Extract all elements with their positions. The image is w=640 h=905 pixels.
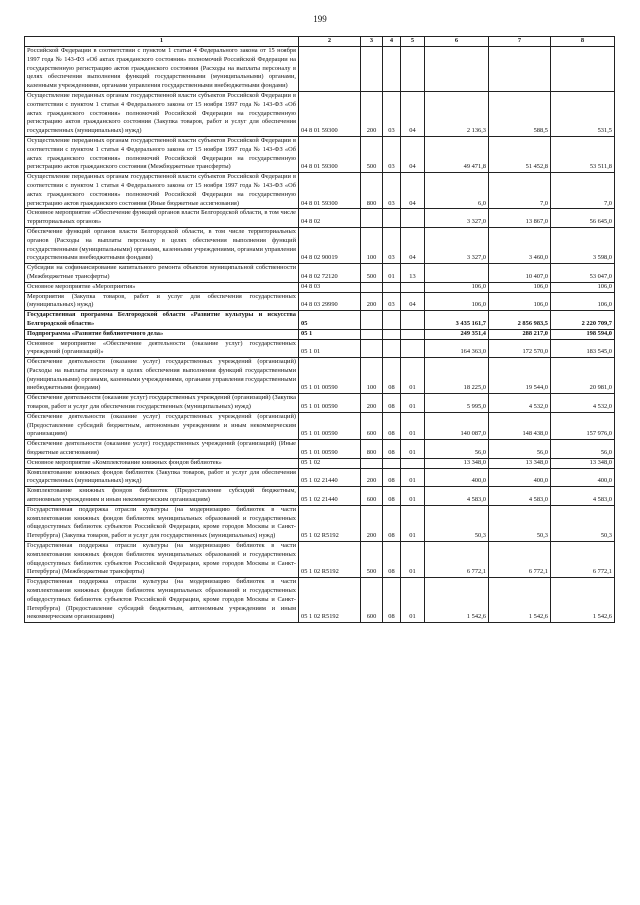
budget-code: 04 8 02 90019 [299, 227, 361, 263]
table-row [25, 394, 615, 413]
amount-year-3: 4 532,0 [551, 394, 615, 413]
budget-code: 04 8 03 [299, 282, 361, 292]
section-code: 03 [383, 173, 401, 209]
row-description: Обеспечение функций органов власти Белгородской области, в том числе территориальных органов (Расходы на выплаты персоналу в целях обеспечения выполнения функций государственными (муниципальными) органами, казенными учреждениями, органами управления государственными внебюджетными фондами) [25, 227, 299, 263]
amount-year-1: 140 087,0 [425, 412, 489, 439]
amount-year-1: 3 327,0 [425, 227, 489, 263]
amount-year-2: 56,0 [489, 440, 551, 459]
amount-year-2: 10 407,0 [489, 264, 551, 283]
table-row [25, 505, 615, 541]
column-header: 3 [361, 37, 383, 47]
row-description: Осуществление переданных органам государственной власти субъектов Российской Федерации в соответствии с пунктом 1 статьи 4 Федерального закона от 15 ноября 1997 года № 143-ФЗ «Об актах гражданского состояния» полномочий Российской Федерации на государственную регистрацию актов гражданского состояния (Закупка товаров, работ и услуг для обеспечения государственных (муниципальных) нужд) [25, 91, 299, 136]
amount-year-3: 20 981,0 [551, 358, 615, 394]
amount-year-2: 400,0 [489, 468, 551, 487]
budget-code: 04 8 03 29990 [299, 292, 361, 311]
amount-year-3: 1 542,6 [551, 578, 615, 623]
row-description: Комплектование книжных фондов библиотек (Предоставление субсидий бюджетным, автономным учреждениям и иным некоммерческим организациям) [25, 487, 299, 506]
expense-type-code: 600 [361, 412, 383, 439]
section-code: 08 [383, 578, 401, 623]
amount-year-2: 13 867,0 [489, 209, 551, 228]
subsection-code: 04 [401, 91, 425, 136]
section-code [383, 458, 401, 468]
amount-year-3: 3 598,0 [551, 227, 615, 263]
section-code [383, 311, 401, 330]
subsection-code: 01 [401, 468, 425, 487]
budget-table [24, 36, 615, 623]
row-description: Обеспечение деятельности (оказание услуг) государственных учреждений (организаций) (Предоставление субсидий бюджетным, автономным учреждениям и иным некоммерческим организациям) [25, 412, 299, 439]
row-description: Государственная поддержка отрасли культуры (на модернизацию библиотек в части комплектования книжных фондов библиотек муниципальных образований и государственных общедоступных библиотек субъектов Российской Федерации, кроме городов Москвы и Санкт-Петербурга) (Предоставление субсидий бюджетным, автономным учреждениям и иным некоммерческим организациям) [25, 578, 299, 623]
amount-year-3: 53 047,0 [551, 264, 615, 283]
amount-year-2: 51 452,8 [489, 136, 551, 172]
amount-year-2 [489, 47, 551, 92]
budget-code: 05 1 02 21440 [299, 487, 361, 506]
column-header: 2 [299, 37, 361, 47]
row-description: Обеспечение деятельности (оказание услуг) государственных учреждений (организаций) (Закупка товаров, работ и услуг для обеспечения государственных (муниципальных) нужд) [25, 394, 299, 413]
amount-year-3: 106,0 [551, 282, 615, 292]
budget-code: 05 1 01 00590 [299, 358, 361, 394]
amount-year-3: 531,5 [551, 91, 615, 136]
amount-year-3: 56,0 [551, 440, 615, 459]
section-code: 08 [383, 412, 401, 439]
budget-code: 04 8 02 72120 [299, 264, 361, 283]
amount-year-2: 288 217,0 [489, 329, 551, 339]
expense-type-code [361, 282, 383, 292]
table-row [25, 209, 615, 228]
budget-code: 05 1 02 R5192 [299, 578, 361, 623]
amount-year-1: 6 772,1 [425, 542, 489, 578]
expense-type-code: 600 [361, 487, 383, 506]
amount-year-2: 50,3 [489, 505, 551, 541]
amount-year-1: 56,0 [425, 440, 489, 459]
column-header: 6 [425, 37, 489, 47]
amount-year-1: 106,0 [425, 292, 489, 311]
section-code: 03 [383, 292, 401, 311]
amount-year-1: 2 136,3 [425, 91, 489, 136]
amount-year-3: 106,0 [551, 292, 615, 311]
table-row [25, 440, 615, 459]
expense-type-code: 200 [361, 468, 383, 487]
expense-type-code: 500 [361, 264, 383, 283]
amount-year-2: 172 570,0 [489, 339, 551, 358]
amount-year-1 [425, 264, 489, 283]
table-row [25, 578, 615, 623]
budget-code: 04 8 01 59300 [299, 173, 361, 209]
subsection-code [401, 339, 425, 358]
expense-type-code: 200 [361, 292, 383, 311]
amount-year-1: 106,0 [425, 282, 489, 292]
amount-year-2: 19 544,0 [489, 358, 551, 394]
amount-year-1: 50,3 [425, 505, 489, 541]
subsection-code: 01 [401, 505, 425, 541]
amount-year-1: 49 471,8 [425, 136, 489, 172]
table-row [25, 468, 615, 487]
row-description: Основное мероприятие «Мероприятия» [25, 282, 299, 292]
table-row [25, 264, 615, 283]
row-description: Субсидии на софинансирование капитального ремонта объектов муниципальной собственности (Межбюджетные трансферты) [25, 264, 299, 283]
row-description: Осуществление переданных органам государственной власти субъектов Российской Федерации в соответствии с пунктом 1 статьи 4 Федерального закона от 15 ноября 1997 года № 143-ФЗ «Об актах гражданского состояния» полномочий Российской Федерации на государственную регистрацию актов гражданского состояния (Иные бюджетные ассигнования) [25, 173, 299, 209]
expense-type-code: 600 [361, 578, 383, 623]
subsection-code [401, 329, 425, 339]
section-code: 08 [383, 505, 401, 541]
section-code: 08 [383, 440, 401, 459]
row-description: Подпрограмма «Развитие библиотечного дела» [25, 329, 299, 339]
budget-code: 05 1 01 00590 [299, 394, 361, 413]
amount-year-3: 198 594,0 [551, 329, 615, 339]
table-row [25, 282, 615, 292]
budget-code: 05 1 02 R5192 [299, 542, 361, 578]
amount-year-3: 13 348,0 [551, 458, 615, 468]
amount-year-2: 106,0 [489, 292, 551, 311]
amount-year-1: 400,0 [425, 468, 489, 487]
amount-year-1: 13 348,0 [425, 458, 489, 468]
expense-type-code: 200 [361, 91, 383, 136]
expense-type-code [361, 209, 383, 228]
amount-year-3: 50,3 [551, 505, 615, 541]
amount-year-1: 4 583,0 [425, 487, 489, 506]
section-code: 08 [383, 542, 401, 578]
expense-type-code: 800 [361, 173, 383, 209]
amount-year-3 [551, 47, 615, 92]
section-code: 03 [383, 136, 401, 172]
expense-type-code: 500 [361, 542, 383, 578]
amount-year-2: 4 532,0 [489, 394, 551, 413]
budget-code: 05 [299, 311, 361, 330]
expense-type-code: 800 [361, 440, 383, 459]
row-description: Основное мероприятие «Обеспечение деятельности (оказание услуг) государственных учреждений (организаций)» [25, 339, 299, 358]
column-header: 1 [25, 37, 299, 47]
expense-type-code: 500 [361, 136, 383, 172]
table-row [25, 542, 615, 578]
row-description: Основное мероприятие «Комплектование книжных фондов библиотек» [25, 458, 299, 468]
expense-type-code: 100 [361, 358, 383, 394]
subsection-code [401, 458, 425, 468]
amount-year-3: 157 976,0 [551, 412, 615, 439]
subsection-code: 04 [401, 292, 425, 311]
section-code: 08 [383, 358, 401, 394]
table-row [25, 136, 615, 172]
expense-type-code: 200 [361, 505, 383, 541]
column-header: 8 [551, 37, 615, 47]
amount-year-1: 164 363,0 [425, 339, 489, 358]
column-header: 7 [489, 37, 551, 47]
amount-year-3: 53 511,8 [551, 136, 615, 172]
section-code [383, 282, 401, 292]
column-header: 5 [401, 37, 425, 47]
amount-year-2: 6 772,1 [489, 542, 551, 578]
table-row [25, 91, 615, 136]
table-row [25, 292, 615, 311]
section-code [383, 209, 401, 228]
amount-year-1: 3 435 161,7 [425, 311, 489, 330]
column-number-row [25, 37, 615, 47]
row-description: Мероприятия (Закупка товаров, работ и услуг для обеспечения государственных (муниципальных) нужд) [25, 292, 299, 311]
expense-type-code [361, 339, 383, 358]
section-code: 01 [383, 264, 401, 283]
amount-year-2: 148 438,0 [489, 412, 551, 439]
subsection-code: 01 [401, 358, 425, 394]
amount-year-3: 7,0 [551, 173, 615, 209]
section-code: 03 [383, 227, 401, 263]
table-row [25, 227, 615, 263]
row-description: Основное мероприятие «Обеспечение функций органов власти Белгородской области, в том числе территориальных органов» [25, 209, 299, 228]
subsection-code: 04 [401, 227, 425, 263]
table-row [25, 339, 615, 358]
amount-year-3: 183 545,0 [551, 339, 615, 358]
amount-year-3: 56 645,0 [551, 209, 615, 228]
amount-year-2: 4 583,0 [489, 487, 551, 506]
amount-year-1 [425, 47, 489, 92]
section-code [383, 339, 401, 358]
subsection-code [401, 209, 425, 228]
budget-code: 04 8 01 59300 [299, 136, 361, 172]
table-row [25, 311, 615, 330]
table-row [25, 358, 615, 394]
column-header: 4 [383, 37, 401, 47]
budget-code: 04 8 02 [299, 209, 361, 228]
expense-type-code [361, 329, 383, 339]
amount-year-3: 6 772,1 [551, 542, 615, 578]
table-body [25, 47, 615, 623]
table-row [25, 329, 615, 339]
subsection-code: 01 [401, 487, 425, 506]
row-description: Комплектование книжных фондов библиотек (Закупка товаров, работ и услуг для обеспечения государственных (муниципальных) нужд) [25, 468, 299, 487]
amount-year-2: 13 348,0 [489, 458, 551, 468]
table-row [25, 47, 615, 92]
expense-type-code: 100 [361, 227, 383, 263]
expense-type-code: 200 [361, 394, 383, 413]
row-description: Российской Федерации в соответствии с пунктом 1 статьи 4 Федерального закона от 15 ноября 1997 года № 143-ФЗ «Об актах гражданского состояния» полномочий Российской Федерации на государственную регистрацию актов гражданского состояния (Расходы на выплаты персоналу в целях обеспечения выполнения функций государственными (муниципальными) органами, казенными учреждениями, органами управления государственными внебюджетными фондами) [25, 47, 299, 92]
section-code [383, 47, 401, 92]
subsection-code [401, 47, 425, 92]
amount-year-1: 6,0 [425, 173, 489, 209]
amount-year-1: 1 542,6 [425, 578, 489, 623]
subsection-code: 01 [401, 542, 425, 578]
amount-year-3: 2 220 709,7 [551, 311, 615, 330]
amount-year-2: 3 460,0 [489, 227, 551, 263]
section-code: 08 [383, 394, 401, 413]
table-row [25, 412, 615, 439]
row-description: Государственная поддержка отрасли культуры (на модернизацию библиотек в части комплектования книжных фондов библиотек муниципальных образований и государственных общедоступных библиотек субъектов Российской Федерации, кроме городов Москвы и Санкт-Петербурга) (Межбюджетные трансферты) [25, 542, 299, 578]
subsection-code: 13 [401, 264, 425, 283]
subsection-code: 01 [401, 394, 425, 413]
table-row [25, 487, 615, 506]
budget-code: 05 1 01 [299, 339, 361, 358]
page-number: 199 [313, 14, 327, 24]
row-description: Государственная поддержка отрасли культуры (на модернизацию библиотек в части комплектования книжных фондов библиотек муниципальных образований и государственных общедоступных библиотек субъектов Российской Федерации, кроме городов Москвы и Санкт-Петербурга) (Закупка товаров, работ и услуг для государственных (муниципальных) нужд) [25, 505, 299, 541]
table-row [25, 173, 615, 209]
amount-year-1: 3 327,0 [425, 209, 489, 228]
subsection-code: 01 [401, 412, 425, 439]
budget-code [299, 47, 361, 92]
subsection-code: 04 [401, 136, 425, 172]
amount-year-2: 1 542,6 [489, 578, 551, 623]
section-code: 08 [383, 487, 401, 506]
row-description: Обеспечение деятельности (оказание услуг) государственных учреждений (организаций) (Иные бюджетные ассигнования) [25, 440, 299, 459]
amount-year-2: 106,0 [489, 282, 551, 292]
subsection-code: 04 [401, 173, 425, 209]
section-code: 08 [383, 468, 401, 487]
row-description: Обеспечение деятельности (оказание услуг) государственных учреждений (организаций) (Расходы на выплаты персоналу в целях обеспечения выполнения функций государственными (муниципальными) органами, казенными учреждениями, органами управления государственными внебюджетными фондами) [25, 358, 299, 394]
amount-year-2: 7,0 [489, 173, 551, 209]
subsection-code [401, 282, 425, 292]
subsection-code [401, 311, 425, 330]
budget-code: 05 1 [299, 329, 361, 339]
expense-type-code [361, 47, 383, 92]
subsection-code: 01 [401, 440, 425, 459]
budget-code: 04 8 01 59300 [299, 91, 361, 136]
section-code [383, 329, 401, 339]
amount-year-2: 2 856 983,5 [489, 311, 551, 330]
amount-year-1: 18 225,0 [425, 358, 489, 394]
budget-code: 05 1 01 00590 [299, 440, 361, 459]
amount-year-1: 249 351,4 [425, 329, 489, 339]
amount-year-3: 4 583,0 [551, 487, 615, 506]
amount-year-3: 400,0 [551, 468, 615, 487]
budget-code: 05 1 02 21440 [299, 468, 361, 487]
budget-code: 05 1 02 R5192 [299, 505, 361, 541]
amount-year-2: 588,5 [489, 91, 551, 136]
expense-type-code [361, 311, 383, 330]
budget-code: 05 1 02 [299, 458, 361, 468]
budget-code: 05 1 01 00590 [299, 412, 361, 439]
subsection-code: 01 [401, 578, 425, 623]
row-description: Осуществление переданных органам государственной власти субъектов Российской Федерации в соответствии с пунктом 1 статьи 4 Федерального закона от 15 ноября 1997 года № 143-ФЗ «Об актах гражданского состояния» полномочий Российской Федерации на государственную регистрацию актов гражданского состояния (Межбюджетные трансферты) [25, 136, 299, 172]
row-description: Государственная программа Белгородской области «Развитие культуры и искусства Белгородской области» [25, 311, 299, 330]
amount-year-1: 5 995,0 [425, 394, 489, 413]
table-row [25, 458, 615, 468]
section-code: 03 [383, 91, 401, 136]
expense-type-code [361, 458, 383, 468]
